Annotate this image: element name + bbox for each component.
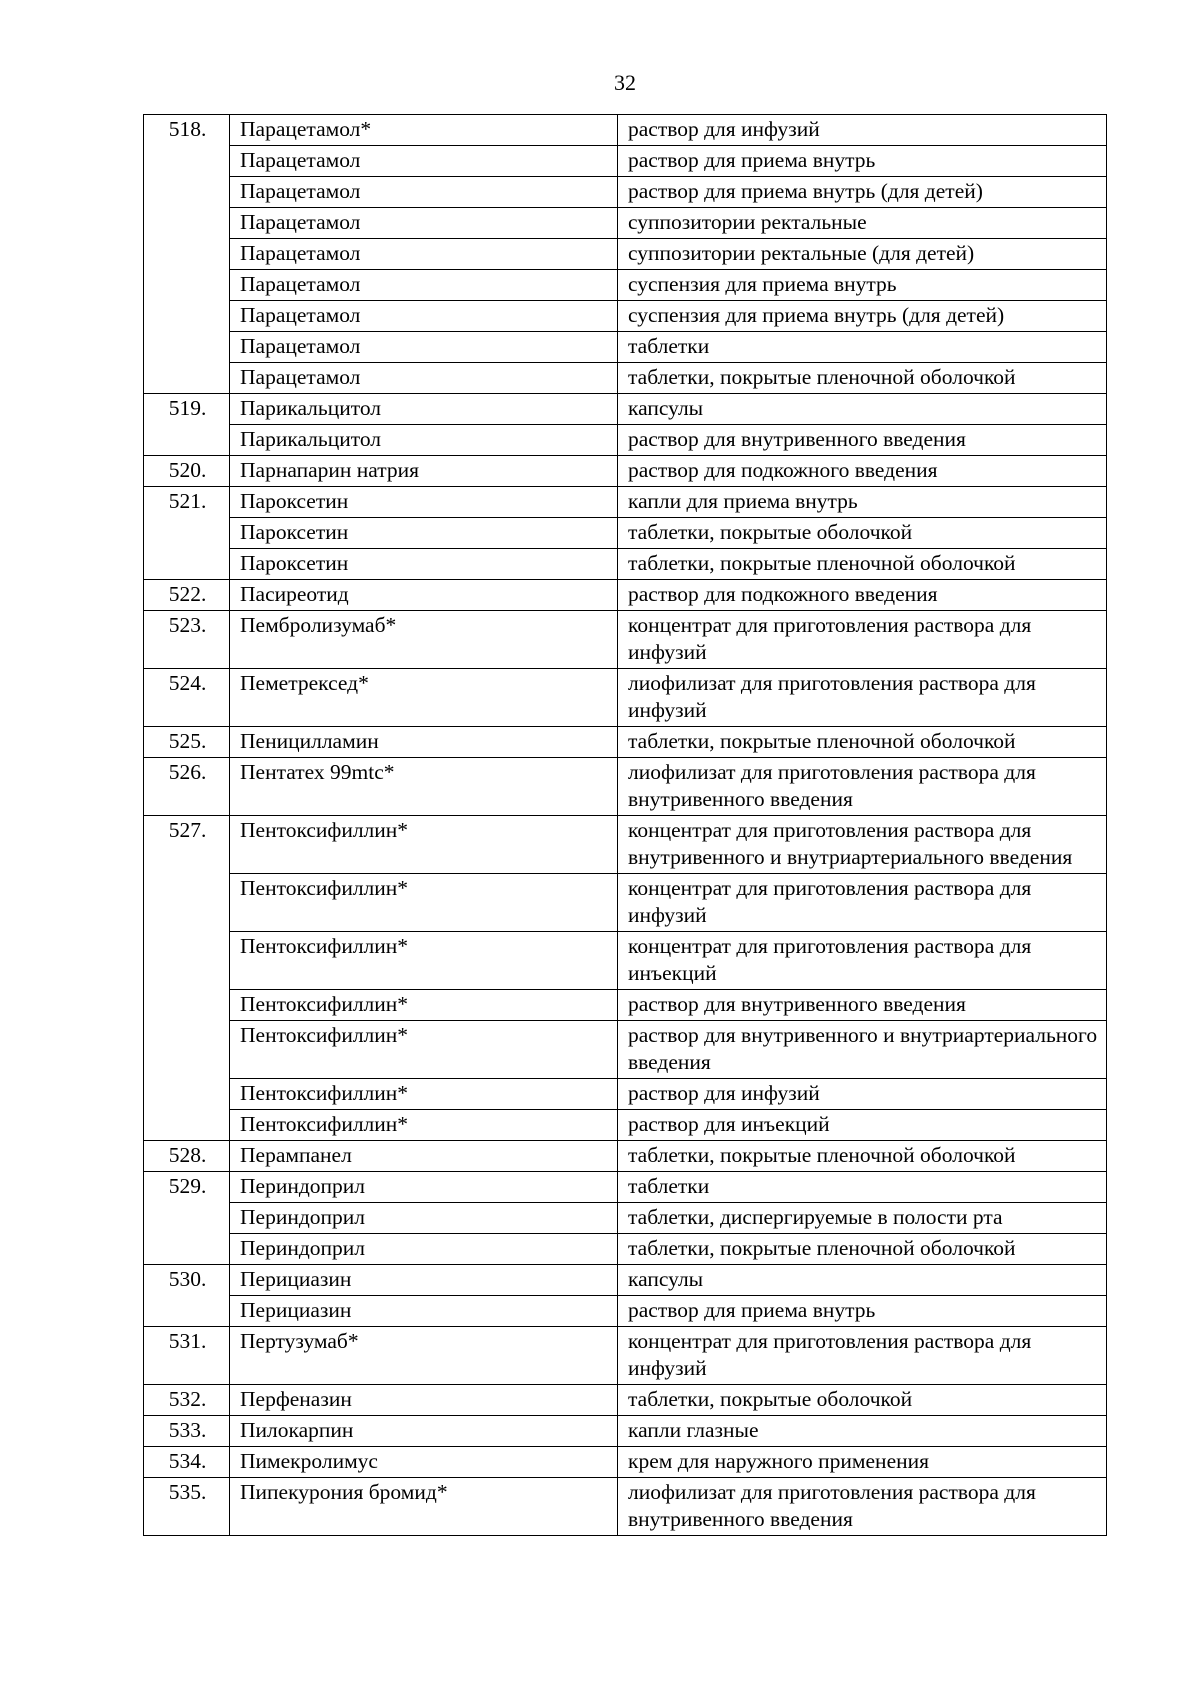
row-number-cell bbox=[144, 301, 230, 332]
drug-name-cell: Парацетамол bbox=[230, 270, 618, 301]
row-number-cell: 533. bbox=[144, 1416, 230, 1447]
row-number-cell: 528. bbox=[144, 1141, 230, 1172]
dosage-form-cell: раствор для инъекций bbox=[618, 1110, 1107, 1141]
drug-name-cell: Пароксетин bbox=[230, 487, 618, 518]
table-row bbox=[144, 758, 1107, 816]
row-number-cell bbox=[144, 177, 230, 208]
row-number-cell: 532. bbox=[144, 1385, 230, 1416]
drug-name-cell: Парацетамол bbox=[230, 146, 618, 177]
drug-name-cell: Пеметрексед* bbox=[230, 669, 618, 727]
row-number-cell bbox=[144, 518, 230, 549]
drug-name-cell: Парацетамол bbox=[230, 332, 618, 363]
row-number-cell bbox=[144, 1296, 230, 1327]
dosage-form-cell: раствор для приема внутрь bbox=[618, 146, 1107, 177]
row-number-cell bbox=[144, 270, 230, 301]
dosage-form-cell: концентрат для приготовления раствора для инфузий bbox=[618, 1327, 1107, 1385]
dosage-form-cell: концентрат для приготовления раствора для инфузий bbox=[618, 874, 1107, 932]
drug-name-cell: Перфеназин bbox=[230, 1385, 618, 1416]
table-row bbox=[144, 146, 1107, 177]
dosage-form-cell: капсулы bbox=[618, 1265, 1107, 1296]
row-number-cell bbox=[144, 1021, 230, 1079]
row-number-cell bbox=[144, 549, 230, 580]
table-row bbox=[144, 990, 1107, 1021]
row-number-cell bbox=[144, 363, 230, 394]
row-number-cell: 522. bbox=[144, 580, 230, 611]
table-row bbox=[144, 1385, 1107, 1416]
drug-name-cell: Парикальцитол bbox=[230, 425, 618, 456]
drug-name-cell: Перициазин bbox=[230, 1296, 618, 1327]
table-row bbox=[144, 456, 1107, 487]
row-number-cell bbox=[144, 932, 230, 990]
row-number-cell bbox=[144, 1079, 230, 1110]
dosage-form-cell: раствор для приема внутрь bbox=[618, 1296, 1107, 1327]
row-number-cell bbox=[144, 990, 230, 1021]
dosage-form-cell: таблетки, покрытые оболочкой bbox=[618, 1385, 1107, 1416]
drug-name-cell: Пентоксифиллин* bbox=[230, 1079, 618, 1110]
drug-name-cell: Пилокарпин bbox=[230, 1416, 618, 1447]
row-number-cell: 526. bbox=[144, 758, 230, 816]
table-row bbox=[144, 580, 1107, 611]
table-body bbox=[144, 115, 1107, 1536]
drug-name-cell: Периндоприл bbox=[230, 1234, 618, 1265]
drug-name-cell: Парнапарин натрия bbox=[230, 456, 618, 487]
table-row bbox=[144, 1141, 1107, 1172]
table-row bbox=[144, 1021, 1107, 1079]
table-row bbox=[144, 1265, 1107, 1296]
drug-name-cell: Пембролизумаб* bbox=[230, 611, 618, 669]
drug-name-cell: Парацетамол bbox=[230, 363, 618, 394]
dosage-form-cell: раствор для внутривенного введения bbox=[618, 425, 1107, 456]
table-row bbox=[144, 816, 1107, 874]
drug-name-cell: Пентоксифиллин* bbox=[230, 1110, 618, 1141]
row-number-cell: 530. bbox=[144, 1265, 230, 1296]
row-number-cell bbox=[144, 874, 230, 932]
table-row bbox=[144, 1447, 1107, 1478]
dosage-form-cell: раствор для инфузий bbox=[618, 115, 1107, 146]
row-number-cell bbox=[144, 146, 230, 177]
dosage-form-cell: таблетки, диспергируемые в полости рта bbox=[618, 1203, 1107, 1234]
table-row bbox=[144, 208, 1107, 239]
row-number-cell bbox=[144, 1203, 230, 1234]
row-number-cell: 527. bbox=[144, 816, 230, 874]
table-row bbox=[144, 1079, 1107, 1110]
table-row bbox=[144, 1203, 1107, 1234]
dosage-form-cell: раствор для внутривенного введения bbox=[618, 990, 1107, 1021]
drug-name-cell: Пертузумаб* bbox=[230, 1327, 618, 1385]
dosage-form-cell: раствор для подкожного введения bbox=[618, 456, 1107, 487]
drug-name-cell: Парацетамол bbox=[230, 301, 618, 332]
drug-table bbox=[143, 114, 1107, 1536]
drug-name-cell: Парацетамол bbox=[230, 177, 618, 208]
row-number-cell: 534. bbox=[144, 1447, 230, 1478]
dosage-form-cell: таблетки bbox=[618, 332, 1107, 363]
drug-name-cell: Парацетамол bbox=[230, 208, 618, 239]
dosage-form-cell: таблетки bbox=[618, 1172, 1107, 1203]
table-row bbox=[144, 239, 1107, 270]
dosage-form-cell: лиофилизат для приготовления раствора для инфузий bbox=[618, 669, 1107, 727]
drug-name-cell: Пентатех 99mtc* bbox=[230, 758, 618, 816]
table-row bbox=[144, 727, 1107, 758]
table-row bbox=[144, 177, 1107, 208]
drug-name-cell: Пентоксифиллин* bbox=[230, 816, 618, 874]
dosage-form-cell: суспензия для приема внутрь bbox=[618, 270, 1107, 301]
drug-name-cell: Пентоксифиллин* bbox=[230, 1021, 618, 1079]
drug-name-cell: Пентоксифиллин* bbox=[230, 990, 618, 1021]
dosage-form-cell: лиофилизат для приготовления раствора для внутривенного введения bbox=[618, 1478, 1107, 1536]
table-row bbox=[144, 425, 1107, 456]
table-row bbox=[144, 394, 1107, 425]
row-number-cell: 525. bbox=[144, 727, 230, 758]
drug-name-cell: Перампанел bbox=[230, 1141, 618, 1172]
table-row bbox=[144, 363, 1107, 394]
row-number-cell bbox=[144, 239, 230, 270]
dosage-form-cell: таблетки, покрытые пленочной оболочкой bbox=[618, 549, 1107, 580]
table-row bbox=[144, 518, 1107, 549]
dosage-form-cell: раствор для приема внутрь (для детей) bbox=[618, 177, 1107, 208]
drug-name-cell: Пароксетин bbox=[230, 549, 618, 580]
table-row bbox=[144, 332, 1107, 363]
row-number-cell: 531. bbox=[144, 1327, 230, 1385]
row-number-cell bbox=[144, 332, 230, 363]
drug-name-cell: Пеницилламин bbox=[230, 727, 618, 758]
drug-name-cell: Перициазин bbox=[230, 1265, 618, 1296]
drug-name-cell: Пароксетин bbox=[230, 518, 618, 549]
table-row bbox=[144, 1327, 1107, 1385]
row-number-cell: 518. bbox=[144, 115, 230, 146]
dosage-form-cell: капсулы bbox=[618, 394, 1107, 425]
page-number: 32 bbox=[614, 70, 636, 95]
row-number-cell: 523. bbox=[144, 611, 230, 669]
table-row bbox=[144, 549, 1107, 580]
table-row bbox=[144, 1478, 1107, 1536]
row-number-cell bbox=[144, 208, 230, 239]
table-row bbox=[144, 115, 1107, 146]
dosage-form-cell: суппозитории ректальные (для детей) bbox=[618, 239, 1107, 270]
table-row bbox=[144, 1234, 1107, 1265]
row-number-cell: 520. bbox=[144, 456, 230, 487]
table-row bbox=[144, 1416, 1107, 1447]
dosage-form-cell: крем для наружного применения bbox=[618, 1447, 1107, 1478]
row-number-cell bbox=[144, 1110, 230, 1141]
row-number-cell: 535. bbox=[144, 1478, 230, 1536]
row-number-cell: 529. bbox=[144, 1172, 230, 1203]
dosage-form-cell: раствор для внутривенного и внутриартериального введения bbox=[618, 1021, 1107, 1079]
drug-name-cell: Пентоксифиллин* bbox=[230, 874, 618, 932]
dosage-form-cell: таблетки, покрытые пленочной оболочкой bbox=[618, 1141, 1107, 1172]
drug-name-cell: Парикальцитол bbox=[230, 394, 618, 425]
row-number-cell: 519. bbox=[144, 394, 230, 425]
table-row bbox=[144, 1296, 1107, 1327]
drug-name-cell: Пасиреотид bbox=[230, 580, 618, 611]
table-row bbox=[144, 669, 1107, 727]
row-number-cell: 521. bbox=[144, 487, 230, 518]
table-row bbox=[144, 932, 1107, 990]
drug-name-cell: Периндоприл bbox=[230, 1172, 618, 1203]
drug-name-cell: Пимекролимус bbox=[230, 1447, 618, 1478]
dosage-form-cell: лиофилизат для приготовления раствора для внутривенного введения bbox=[618, 758, 1107, 816]
dosage-form-cell: таблетки, покрытые пленочной оболочкой bbox=[618, 363, 1107, 394]
row-number-cell bbox=[144, 425, 230, 456]
dosage-form-cell: концентрат для приготовления раствора для инфузий bbox=[618, 611, 1107, 669]
dosage-form-cell: раствор для подкожного введения bbox=[618, 580, 1107, 611]
drug-name-cell: Парацетамол bbox=[230, 239, 618, 270]
dosage-form-cell: капли глазные bbox=[618, 1416, 1107, 1447]
table-row bbox=[144, 611, 1107, 669]
table-row bbox=[144, 487, 1107, 518]
dosage-form-cell: концентрат для приготовления раствора для инъекций bbox=[618, 932, 1107, 990]
drug-name-cell: Периндоприл bbox=[230, 1203, 618, 1234]
dosage-form-cell: концентрат для приготовления раствора для внутривенного и внутриартериального введения bbox=[618, 816, 1107, 874]
table-row bbox=[144, 1172, 1107, 1203]
dosage-form-cell: таблетки, покрытые пленочной оболочкой bbox=[618, 727, 1107, 758]
table-row bbox=[144, 874, 1107, 932]
table-row bbox=[144, 301, 1107, 332]
dosage-form-cell: суппозитории ректальные bbox=[618, 208, 1107, 239]
dosage-form-cell: таблетки, покрытые оболочкой bbox=[618, 518, 1107, 549]
table-row bbox=[144, 1110, 1107, 1141]
table-row bbox=[144, 270, 1107, 301]
drug-name-cell: Парацетамол* bbox=[230, 115, 618, 146]
drug-name-cell: Пентоксифиллин* bbox=[230, 932, 618, 990]
dosage-form-cell: капли для приема внутрь bbox=[618, 487, 1107, 518]
dosage-form-cell: суспензия для приема внутрь (для детей) bbox=[618, 301, 1107, 332]
row-number-cell: 524. bbox=[144, 669, 230, 727]
dosage-form-cell: таблетки, покрытые пленочной оболочкой bbox=[618, 1234, 1107, 1265]
drug-name-cell: Пипекурония бромид* bbox=[230, 1478, 618, 1536]
dosage-form-cell: раствор для инфузий bbox=[618, 1079, 1107, 1110]
row-number-cell bbox=[144, 1234, 230, 1265]
